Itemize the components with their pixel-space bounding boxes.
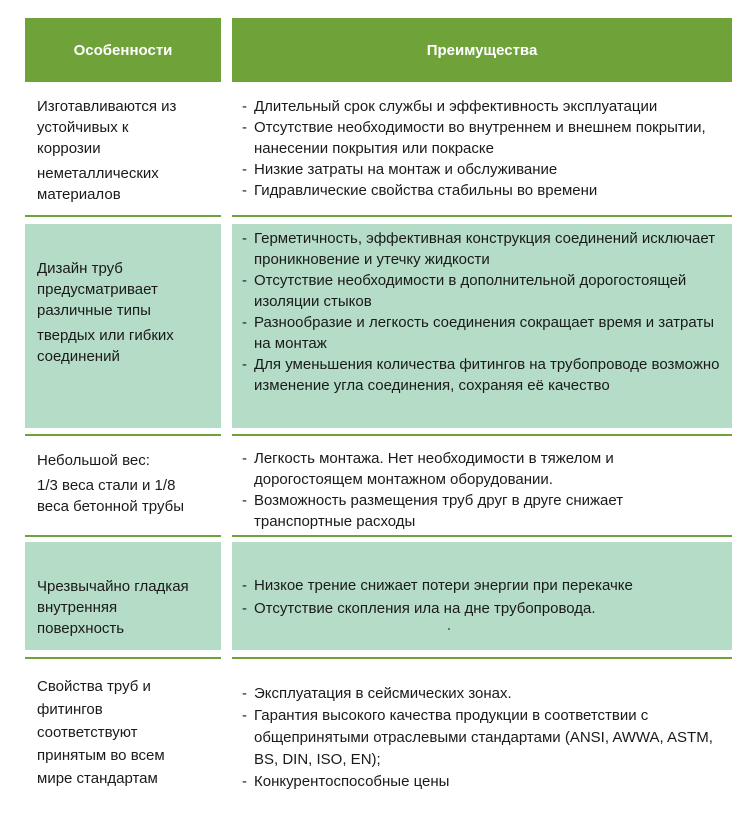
- row-3-benefit-item: - Легкость монтажа. Нет необходимости в тяжелом и дорогостоящем монтажном оборудовании.: [242, 450, 614, 488]
- row-4-feature-line: поверхность: [37, 620, 125, 637]
- row-1-benefit-item: - Отсутствие необходимости во внутреннем и внешнем покрытии, нанесении покрытия или покраске: [242, 119, 706, 157]
- row-separator: [25, 657, 221, 659]
- row-separator: [232, 215, 732, 217]
- row-4-feature-cell: [25, 542, 221, 650]
- row-2-benefit-item: - Для уменьшения количества фитингов на трубопроводе возможно изменение угла соединения, сохраняя её качество: [242, 356, 720, 394]
- row-2-benefit-item: - Разнообразие и легкость соединения сокращает время и затраты на монтаж: [242, 314, 715, 352]
- features-column-header: [25, 18, 221, 82]
- row-4-feature-line: внутренняя: [37, 599, 118, 616]
- row-4-benefit-item: - Отсутствие скопления ила на дне трубопровода.: [242, 600, 596, 617]
- row-3-benefit-item: - Возможность размещения труб друг в друге снижает транспортные расходы: [242, 492, 624, 530]
- row-1-feature-line: Изготавливаются из: [37, 98, 177, 115]
- row-2-feature-cell: [25, 224, 221, 428]
- row-5-feature-cell: [25, 676, 221, 796]
- row-separator: [232, 434, 732, 436]
- row-1-feature-line: материалов: [37, 186, 121, 203]
- row-5-feature-line: мире стандартам: [37, 770, 158, 787]
- row-2-feature-line: Дизайн труб: [37, 260, 123, 277]
- row-4-feature-line: Чрезвычайно гладкая: [37, 578, 189, 595]
- row-1-feature-line: неметаллических: [37, 165, 159, 182]
- row-5-benefit-item: - Конкурентоспособные цены: [242, 773, 450, 790]
- row-2-benefit-item: - Герметичность, эффективная конструкция соединений исключает проникновение и утечку жидкости: [242, 230, 716, 268]
- row-1-benefit-item: - Гидравлические свойства стабильны во времени: [242, 182, 598, 199]
- row-5-feature-line: фитингов: [37, 701, 103, 718]
- row-1-feature-line: коррозии: [37, 140, 101, 157]
- row-5-feature-line: соответствуют: [37, 724, 138, 741]
- row-2-feature-line: твердых или гибких: [37, 327, 174, 344]
- row-1-benefit-item: - Низкие затраты на монтаж и обслуживание: [242, 161, 558, 178]
- row-5-feature-line: принятым во всем: [37, 747, 165, 764]
- row-2-benefit-item: - Отсутствие необходимости в дополнительной дорогостоящей изоляции стыков: [242, 272, 687, 310]
- row-2-feature-line: различные типы: [37, 302, 151, 319]
- row-separator: [25, 535, 221, 537]
- row-2-feature-line: соединений: [37, 348, 120, 365]
- benefits-column-header: [232, 18, 732, 82]
- row-5-benefits-cell: [232, 683, 732, 803]
- row-5-feature-line: Свойства труб и: [37, 678, 151, 695]
- row-5-benefit-item: - Гарантия высокого качества продукции в соответствии с общепринятыми отраслевыми стандартами (ANSI, AWWA, ASTM, BS, DIN, ISO, EN);: [242, 707, 713, 768]
- row-4-benefit-item: - Низкое трение снижает потери энергии при перекачке: [242, 577, 633, 594]
- row-1-benefits-cell: [232, 96, 732, 208]
- benefits-header-label: Преимущества: [426, 41, 538, 59]
- row-separator: [232, 535, 732, 537]
- row-3-benefits-cell: [232, 448, 732, 528]
- row-2-feature-line: предусматривает: [37, 281, 158, 298]
- row-1-feature-line: устойчивых к: [37, 119, 129, 136]
- features-header-label: Особенности: [73, 41, 173, 59]
- row-3-feature-line: веса бетонной трубы: [37, 498, 185, 515]
- row-separator: [25, 215, 221, 217]
- row-2-benefits-cell: [232, 224, 732, 428]
- row-1-benefit-item: - Длительный срок службы и эффективность эксплуатации: [242, 98, 658, 115]
- row-3-feature-line: 1/3 веса стали и 1/8: [37, 477, 176, 494]
- stray-dot: [448, 628, 450, 630]
- row-1-feature-cell: [25, 96, 221, 208]
- row-4-benefits-cell: [232, 542, 732, 650]
- row-3-feature-line: Небольшой вес:: [37, 452, 150, 469]
- row-3-feature-cell: [25, 448, 221, 528]
- row-5-benefit-item: - Эксплуатация в сейсмических зонах.: [242, 685, 512, 702]
- row-separator: [25, 434, 221, 436]
- row-separator: [232, 657, 732, 659]
